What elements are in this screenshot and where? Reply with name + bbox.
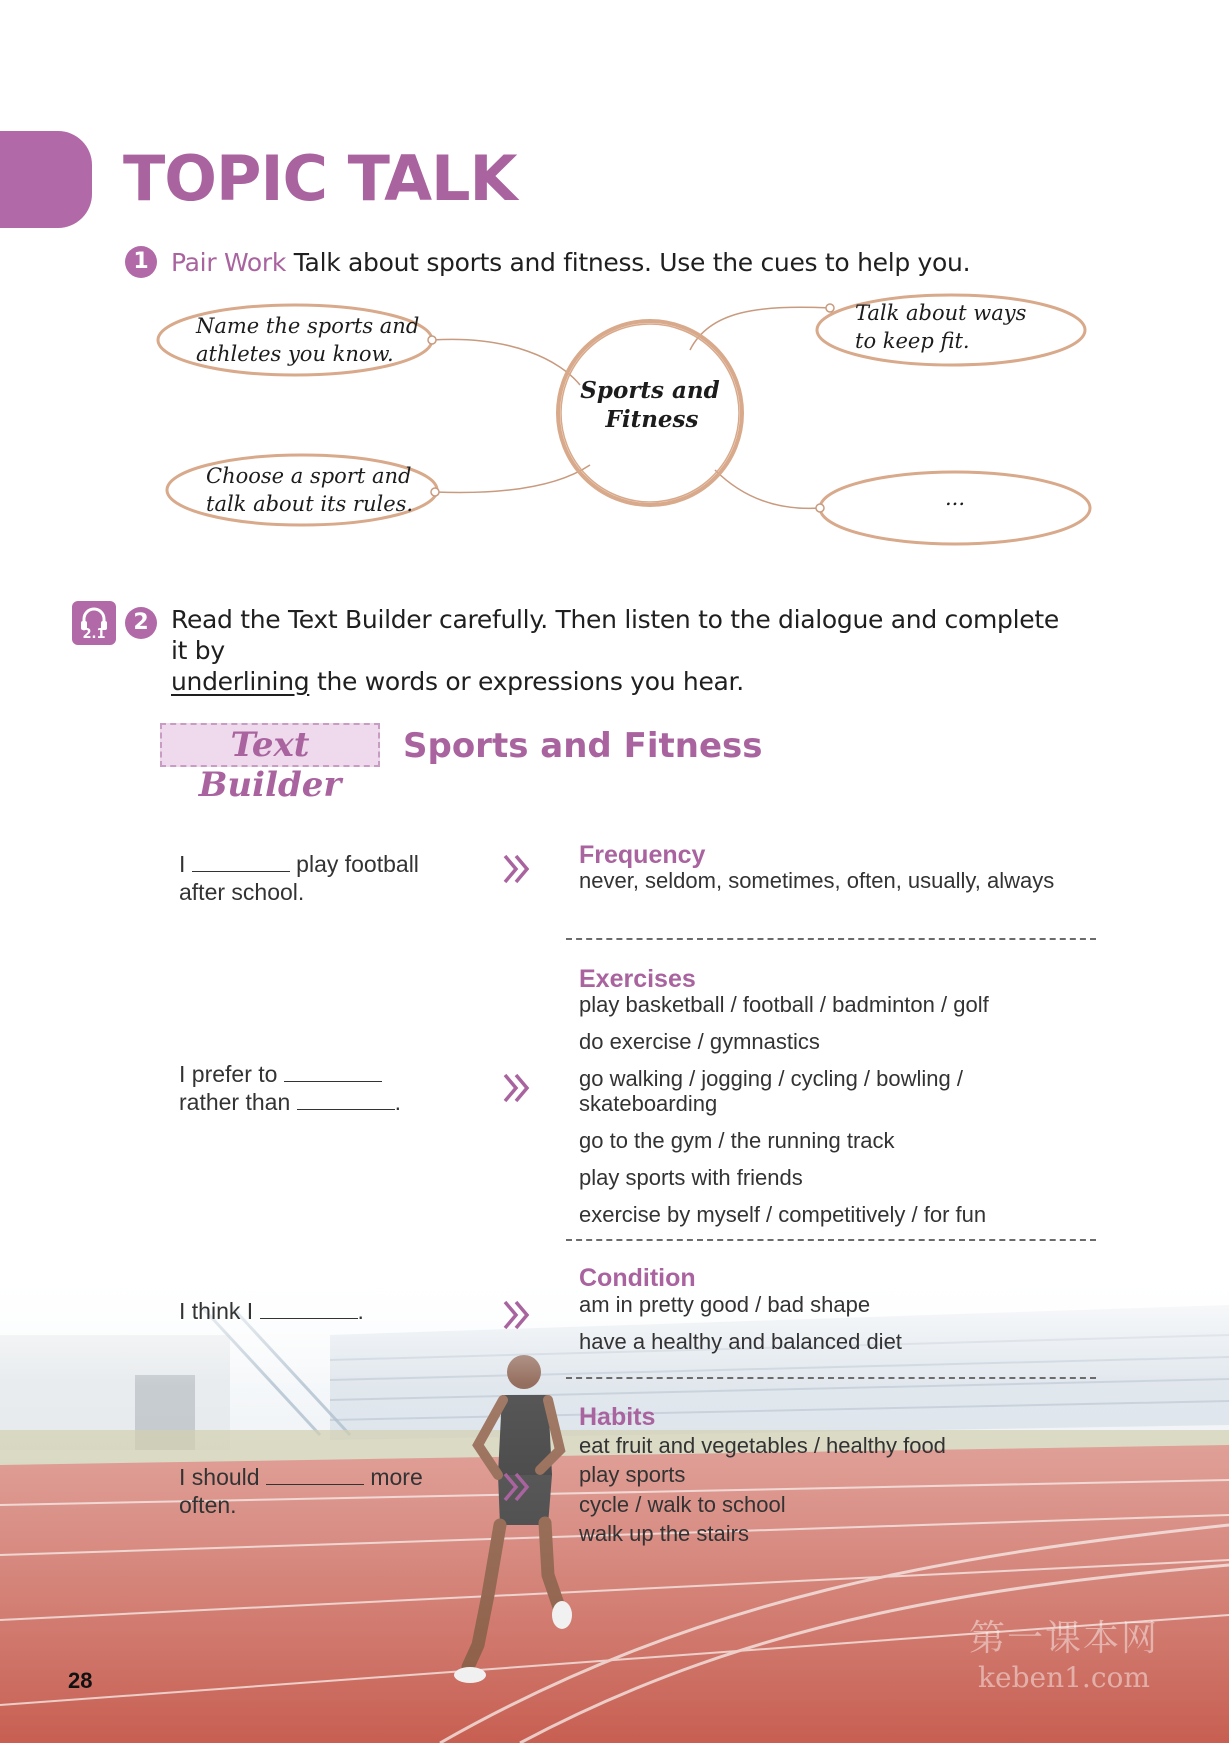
- task-2-line-2-rest: the words or expressions you hear.: [309, 667, 744, 696]
- option-line[interactable]: eat fruit and vegetables / healthy food: [579, 1433, 946, 1458]
- center-label-line-2: Fitness: [605, 406, 699, 433]
- prompt-text: .: [394, 1089, 402, 1115]
- prompt-text: rather than: [179, 1089, 291, 1115]
- option-line[interactable]: go to the gym / the running track: [579, 1128, 895, 1153]
- prompt-text: more: [370, 1464, 423, 1490]
- watermark: [969, 1610, 1159, 1694]
- prompt-frequency: [179, 850, 419, 906]
- answer-blank[interactable]: [260, 1298, 358, 1319]
- prompt-text: play football: [296, 851, 419, 877]
- option-line[interactable]: skateboarding: [579, 1091, 718, 1116]
- task-2-number: 2: [125, 607, 157, 639]
- double-chevron-icon: [502, 1298, 532, 1332]
- category-frequency: Frequency: [579, 841, 706, 869]
- task-1-text: Talk about sports and fitness. Use the cues to help you.: [293, 248, 971, 277]
- page-title: TOPIC TALK: [123, 142, 517, 215]
- bubble-sports-line-1: Name the sports and: [196, 314, 420, 338]
- option-line[interactable]: cycle / walk to school: [579, 1492, 786, 1517]
- bubble-fit-line-2: to keep fit.: [855, 329, 970, 353]
- page-number: 28: [68, 1668, 93, 1693]
- option-line[interactable]: go walking / jogging / cycling / bowling /: [579, 1066, 963, 1091]
- task-1-instruction: [171, 248, 970, 277]
- category-condition: Condition: [579, 1264, 696, 1292]
- text-builder-title: Sports and Fitness: [403, 726, 763, 766]
- bubble-ellipsis: ...: [944, 486, 966, 510]
- option-line[interactable]: have a healthy and balanced diet: [579, 1329, 902, 1354]
- bubble-fit-line-1: Talk about ways: [855, 301, 1027, 325]
- answer-blank[interactable]: [266, 1464, 364, 1485]
- answer-blank[interactable]: [284, 1061, 382, 1082]
- option-line[interactable]: play sports with friends: [579, 1165, 803, 1190]
- mind-map: [150, 280, 1100, 550]
- task-2-line-2: [171, 666, 1071, 697]
- option-line[interactable]: walk up the stairs: [579, 1521, 749, 1546]
- divider: [566, 938, 1096, 940]
- prompt-condition: [179, 1297, 364, 1325]
- audio-track-number: 2.1: [82, 627, 106, 642]
- bubble-sports-line-2: athletes you know.: [196, 342, 394, 366]
- text-builder-tag: Text Builder: [160, 723, 380, 767]
- audio-track-badge[interactable]: [72, 601, 116, 645]
- bubble-rules-line-1: Choose a sport and: [206, 464, 412, 488]
- category-habits: Habits: [579, 1403, 656, 1431]
- prompt-text: I should: [179, 1464, 260, 1490]
- underlining-word: underlining: [171, 667, 310, 696]
- divider: [566, 1239, 1096, 1241]
- double-chevron-icon: [502, 1470, 532, 1504]
- prompt-text: I think I: [179, 1298, 254, 1324]
- section-tab: [0, 131, 92, 228]
- divider: [566, 1377, 1096, 1379]
- prompt-text: after school.: [179, 879, 305, 905]
- prompt-exercises: [179, 1060, 401, 1116]
- pair-work-label: Pair Work: [171, 248, 287, 277]
- option-line[interactable]: am in pretty good / bad shape: [579, 1292, 871, 1317]
- answer-blank[interactable]: [192, 851, 290, 872]
- task-2-line-1: Read the Text Builder carefully. Then listen to the dialogue and complete it by: [171, 605, 1059, 665]
- watermark-line-2: keben1.com: [978, 1661, 1150, 1694]
- prompt-text: I: [179, 851, 186, 877]
- option-line[interactable]: do exercise / gymnastics: [579, 1029, 820, 1054]
- task-1-number: 1: [125, 246, 157, 278]
- watermark-line-1: 第一课本网: [968, 1618, 1159, 1659]
- double-chevron-icon: [502, 1071, 532, 1105]
- prompt-text: I prefer to: [179, 1061, 278, 1087]
- center-label-line-1: Sports and: [580, 377, 720, 404]
- double-chevron-icon: [502, 852, 532, 886]
- option-line[interactable]: exercise by myself / competitively / for fun: [579, 1202, 987, 1227]
- prompt-habits: [179, 1463, 423, 1519]
- category-exercises: Exercises: [579, 965, 696, 993]
- prompt-text: often.: [179, 1492, 237, 1518]
- option-line[interactable]: play basketball / football / badminton / golf: [579, 992, 989, 1017]
- prompt-text: .: [357, 1298, 364, 1324]
- answer-blank[interactable]: [297, 1089, 395, 1110]
- option-line[interactable]: play sports: [579, 1462, 686, 1487]
- bubble-rules-line-2: talk about its rules.: [206, 492, 414, 516]
- task-2-instruction: [171, 604, 1071, 697]
- option-line[interactable]: never, seldom, sometimes, often, usually, always: [579, 868, 1055, 893]
